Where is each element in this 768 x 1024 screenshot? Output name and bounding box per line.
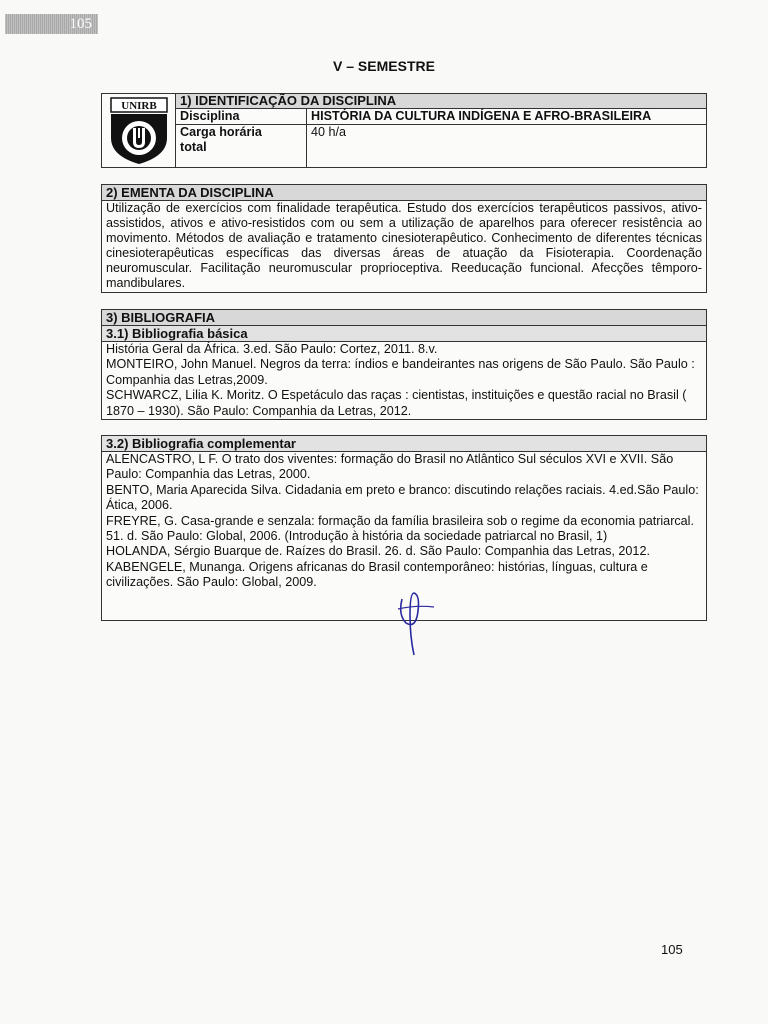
unirb-crest-icon xyxy=(107,96,171,166)
discipline-label: Disciplina xyxy=(176,109,307,124)
basic-reference: SCHWARCZ, Lilia K. Moritz. O Espetáculo das raças : cientistas, instituições e questão racial no Brasil ( 1870 – 1930). São Paulo: Companhia da Letras, 2012. xyxy=(106,388,687,418)
handwritten-signature xyxy=(396,585,436,657)
svg-text:UNIRB: UNIRB xyxy=(120,99,157,112)
basic-bibliography-title: 3.1) Bibliografia básica xyxy=(102,326,706,342)
ementa-block xyxy=(101,184,707,293)
basic-reference: MONTEIRO, John Manuel. Negros da terra: índios e bandeirantes nas origens de São Paulo. São Paulo : Companhia das Letras,2009. xyxy=(106,357,695,387)
discipline-value: HISTÓRIA DA CULTURA INDÍGENA E AFRO-BRASILEIRA xyxy=(311,109,652,123)
hours-label-line-1: Carga horária xyxy=(180,125,262,139)
complementary-reference: HOLANDA, Sérgio Buarque de. Raízes do Brasil. 26. d. São Paulo: Companhia das Letras, 2012. xyxy=(106,544,650,559)
page-number: 105 xyxy=(661,942,683,957)
complementary-reference: KABENGELE, Munanga. Origens africanas do Brasil contemporâneo: histórias, línguas, cultura e civilizações. São Paulo: Global, 2009. xyxy=(106,559,648,590)
hours-label-line-2: total xyxy=(180,140,207,154)
ementa-text: Utilização de exercícios com finalidade terapêutica. Estudo dos exercícios terapêuticos passivos, ativo-assistidos, ativos e ativo-resistidos com ou sem a utilização de aparelhos para oferecer resistência ao movimento. Métodos de avaliação e tratamento cinesioterapêutico. Conhecimento de diferentes técnicas cinesioterapêuticas específicas das diversas áreas de atuação da Fisioterapia. Coordenação neuromuscular. Facilitação neuromuscular proprioceptiva. Reeducação funcional. Afecções têmporo-mandibulares. xyxy=(106,201,702,290)
identification-title: 1) IDENTIFICAÇÃO DA DISCIPLINA xyxy=(176,94,706,109)
hours-row xyxy=(176,125,706,167)
institution-logo-cell xyxy=(102,94,176,167)
complementary-bibliography-title: 3.2) Bibliografia complementar xyxy=(102,436,706,452)
bibliography-block xyxy=(101,309,707,420)
basic-reference: História Geral da África. 3.ed. São Paulo: Cortez, 2011. 8.v. xyxy=(106,342,438,356)
hours-value: 40 h/a xyxy=(311,125,347,139)
identification-block xyxy=(101,93,707,168)
complementary-reference: FREYRE, G. Casa-grande e senzala: formação da família brasileira sob o regime da economia patriarcal. 51. d. São Paulo: Global, 2006. (Introdução à história da sociedade patriarcal no Brasil, 1) xyxy=(106,513,694,544)
complementary-reference: ALENCASTRO, L F. O trato dos viventes: formação do Brasil no Atlântico Sul séculos XVI e XVII. São Paulo: Companhia das Letras, 2000. xyxy=(106,452,674,482)
semester-title: V – SEMESTRE xyxy=(333,58,435,74)
ementa-title: 2) EMENTA DA DISCIPLINA xyxy=(102,185,706,201)
complementary-reference: BENTO, Maria Aparecida Silva. Cidadania em preto e branco: discutindo relações raciais. 4.ed.São Paulo: Ática, 2006. xyxy=(106,482,699,513)
discipline-row xyxy=(176,109,706,125)
page-stamp: 105 xyxy=(5,14,98,34)
hours-label xyxy=(176,125,307,167)
bibliography-title: 3) BIBLIOGRAFIA xyxy=(102,310,706,326)
